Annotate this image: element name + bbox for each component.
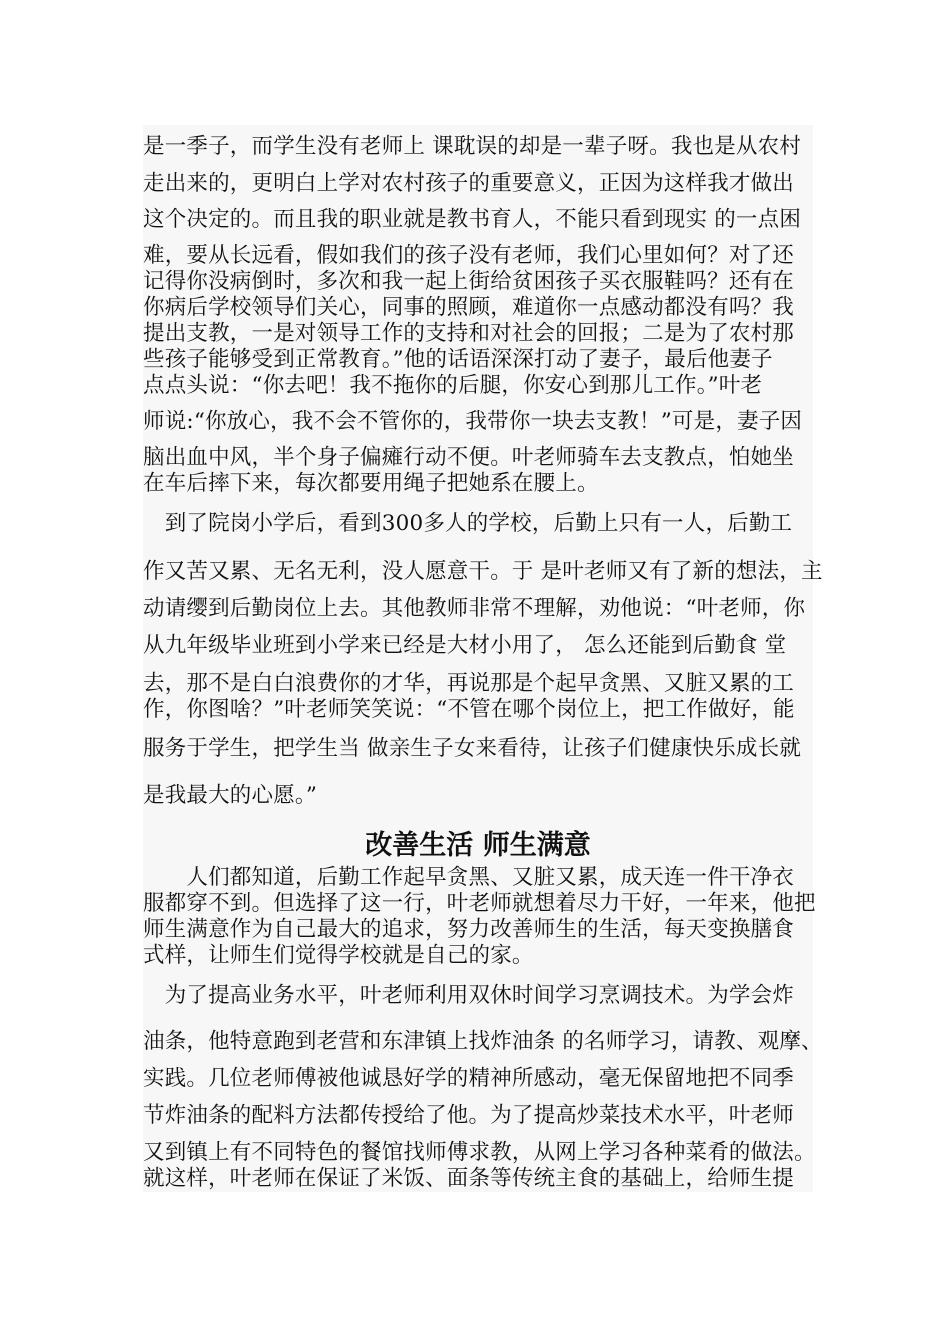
paragraph-line: 这个决定的。而且我的职业就是教书育人，不能只看到现实 的一点困 — [143, 207, 802, 232]
paragraph-line: 式样，让师生们觉得学校就是自己的家。 — [143, 943, 534, 968]
paragraph-line: 到了院岗小学后，看到300多人的学校，后勤上只有一人，后勤工 — [143, 511, 793, 536]
paragraph-line: 油条，他特意跑到老营和东津镇上找炸油条 的名师学习，请教、观摩、 — [143, 1029, 823, 1054]
paragraph-line: 些孩子能够受到正常教育。”他的话语深深打动了妻子，最后他妻子 — [143, 347, 773, 372]
paragraph-line: 是我最大的心愿。” — [143, 783, 318, 808]
paragraph-line: 点点头说：“你去吧！我不拖你的后腿，你安心到那儿工作。”叶老 — [143, 373, 763, 398]
paragraph-line: 动请缨到后勤岗位上去。其他教师非常不理解，劝他说：“叶老师，你 — [143, 596, 806, 621]
paragraph-line: 提出支教，一是对领导工作的支持和对社会的回报；二是为了农村那 — [143, 321, 795, 346]
paragraph-line: 去，那不是白白浪费你的才华，再说那是个起早贪黑、又脏又累的工 — [143, 671, 795, 696]
section-heading: 改善生活 师生满意 — [365, 830, 591, 861]
paragraph-line: 脑出血中风，半个身子偏瘫行动不便。叶老师骑车去支教点，怕她坐 — [143, 445, 795, 470]
paragraph-line: 师说:“你放心，我不会不管你的，我带你一块去支教！”可是，妻子因 — [143, 409, 803, 434]
article-body — [143, 125, 823, 1192]
paragraph-line: 作，你图啥？”叶老师笑笑说：“不管在哪个岗位上，把工作做好，能 — [143, 697, 795, 722]
paragraph-line: 师生满意作为自己最大的追求，努力改善师生的生活，每天变换膳食 — [143, 917, 795, 942]
paragraph-line: 记得你没病倒时，多次和我一起上街给贫困孩子买衣服鞋吗？还有在 — [143, 269, 795, 294]
paragraph-line: 为了提高业务水平，叶老师利用双休时间学习烹调技术。为学会炸 — [143, 983, 795, 1008]
paragraph-line: 节炸油条的配料方法都传授给了他。为了提高炒菜技术水平，叶老师 — [143, 1103, 795, 1128]
paragraph-line: 走出来的，更明白上学对农村孩子的重要意义，正因为这样我才做出 — [143, 171, 795, 196]
paragraph-line: 人们都知道，后勤工作起早贪黑、又脏又累，成天连一件干净衣 — [143, 865, 795, 890]
paragraph-line: 作又苦又累、无名无利，没人愿意干。于 是叶老师又有了新的想法，主 — [143, 559, 823, 584]
paragraph-line: 服务于学生，把学生当 做亲生子女来看待，让孩子们健康快乐成长就 — [143, 736, 802, 761]
paragraph-line: 在车后摔下来，每次都要用绳子把她系在腰上。 — [143, 471, 599, 496]
paragraph-line: 就这样，叶老师在保证了米饭、面条等传统主食的基础上，给师生提 — [143, 1166, 795, 1191]
paragraph-line: 是一季子，而学生没有老师上 课耽误的却是一辈子呀。我也是从农村 — [143, 134, 802, 159]
paragraph-line: 实践。几位老师傅被他诚恳好学的精神所感动，毫无保留地把不同季 — [143, 1066, 795, 1091]
paragraph-line: 难，要从长远看，假如我们的孩子没有老师，我们心里如何？对了还 — [143, 243, 795, 268]
paragraph-line: 你病后学校领导们关心，同事的照顾，难道你一点感动都没有吗？我 — [143, 295, 795, 320]
paragraph-line: 服都穿不到。但选择了这一行，叶老师就想着尽力干好，一年来，他把 — [143, 891, 816, 916]
paragraph-line: 从九年级毕业班到小学来已经是大材小用了， 怎么还能到后勤食 堂 — [143, 633, 787, 658]
paragraph-line: 又到镇上有不同特色的餐馆找师傅求教，从网上学习各种菜肴的做法。 — [143, 1140, 816, 1165]
